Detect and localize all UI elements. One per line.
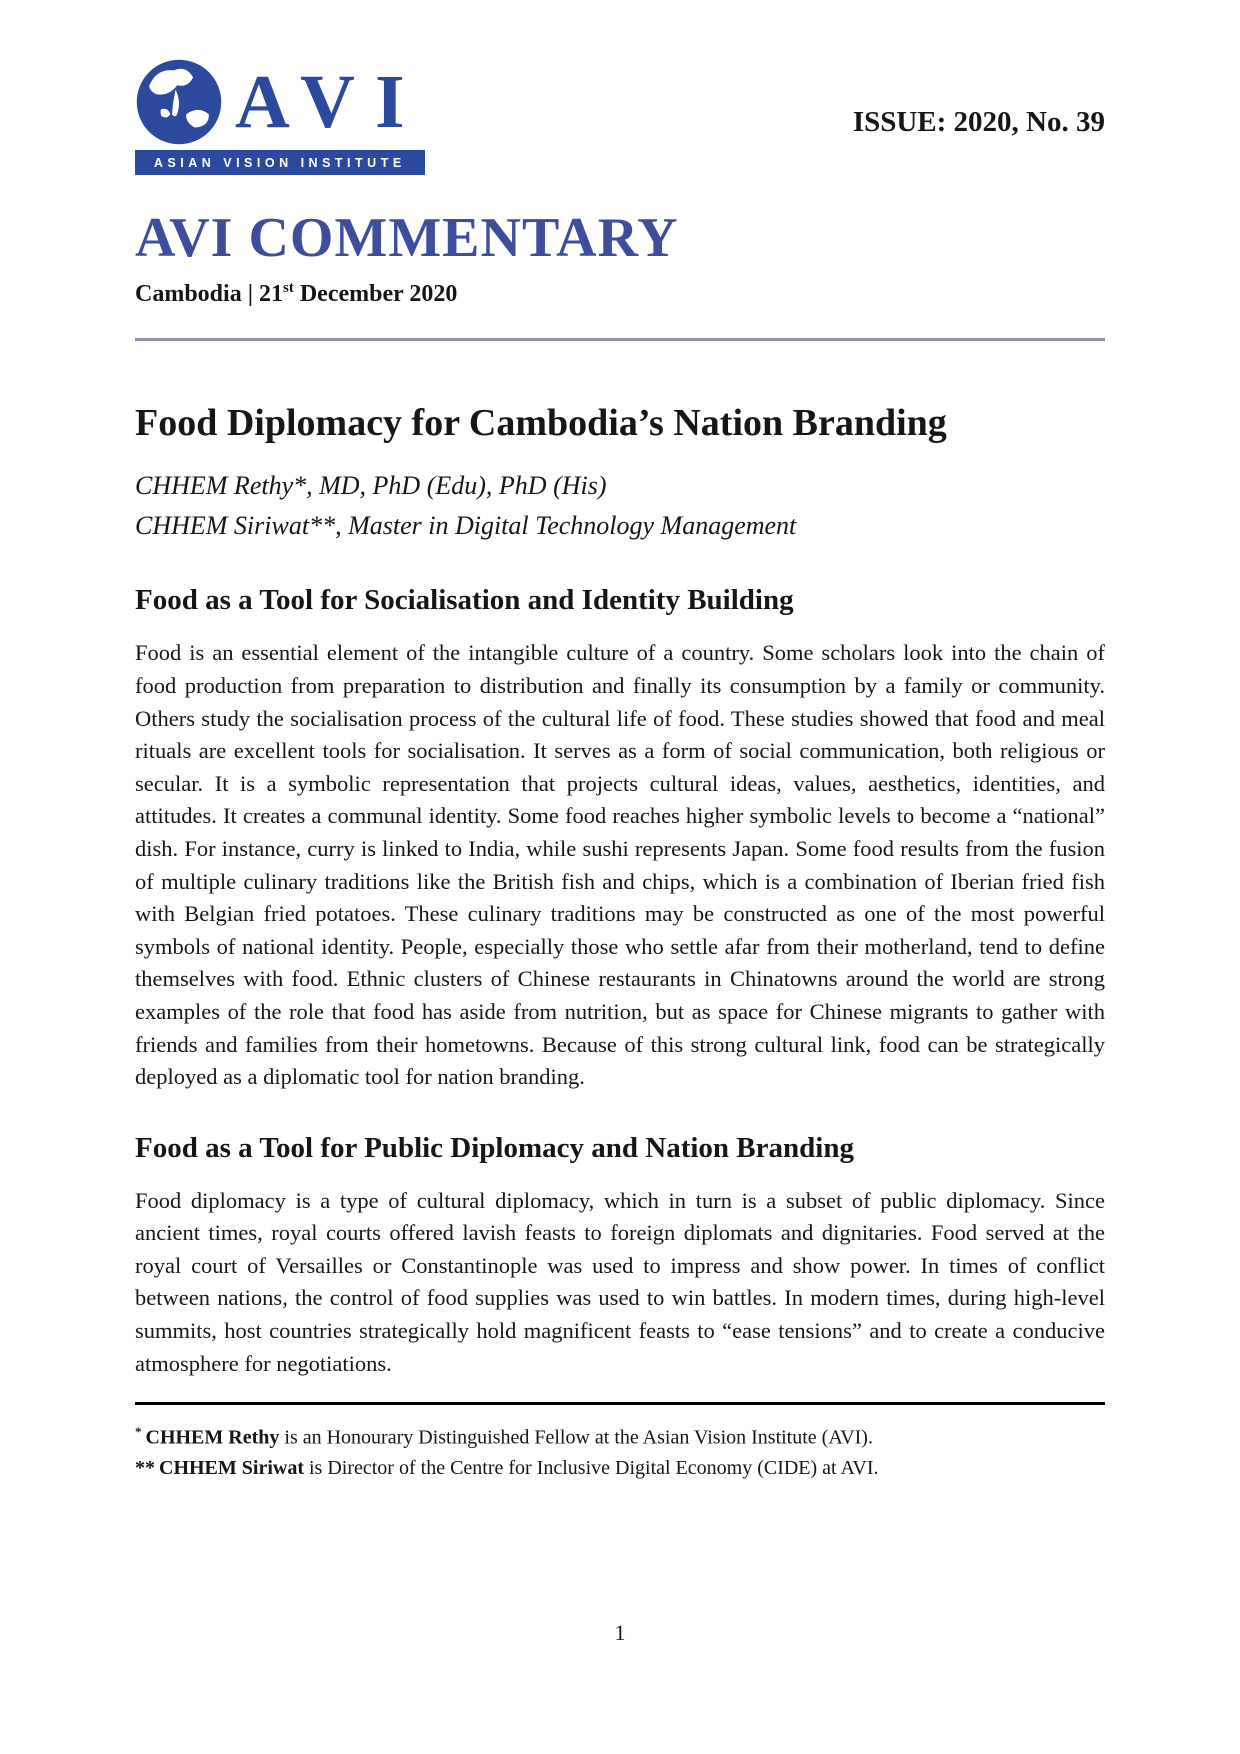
section-heading-1: Food as a Tool for Socialisation and Identity Building [135, 584, 794, 617]
author-line-2: CHHEM Siriwat**, Master in Digital Technology Management [135, 511, 797, 541]
masthead-title: AVI COMMENTARY [135, 207, 679, 269]
masthead-divider [135, 338, 1105, 341]
footnote-2 [135, 1453, 1105, 1483]
dateline-prefix: Cambodia | 21 [135, 280, 283, 307]
header [135, 58, 1105, 175]
avi-logo [135, 58, 425, 175]
footnote-1-text: is an Honourary Distinguished Fellow at the Asian Vision Institute (AVI). [279, 1426, 873, 1449]
dateline [135, 280, 1105, 308]
dateline-ordinal: st [282, 279, 294, 296]
section-body-2: Food diplomacy is a type of cultural diplomacy, which in turn is a subset of public diplomacy. Since ancient times, royal courts offered lavish feasts to foreign diplomats and dignitaries. Food served at the royal court of Versailles or Constantinople was used to impress and show power. In times of conflict between nations, the control of food supplies was used to win battles. In modern times, during high-level summits, host countries strategically hold magnificent feasts to “ease tensions” and to create a conducive atmosphere for negotiations. [135, 1187, 1105, 1376]
logo-top [135, 58, 425, 146]
footnote-1-marker: * [135, 1424, 142, 1440]
author-lines [135, 466, 1105, 546]
author-line-1: CHHEM Rethy*, MD, PhD (Edu), PhD (His) [135, 471, 607, 501]
dateline-suffix: December 2020 [293, 280, 458, 307]
footnotes [135, 1417, 1105, 1483]
globe-icon [135, 58, 223, 146]
footnote-2-marker: ** [135, 1456, 155, 1479]
article-title: Food Diplomacy for Cambodia’s Nation Branding [135, 401, 947, 444]
logo-acronym: AVI [235, 60, 425, 144]
logo-banner: ASIAN VISION INSTITUTE [135, 150, 425, 175]
footnote-1-name: CHHEM Rethy [145, 1426, 280, 1449]
footnote-divider [135, 1402, 1105, 1405]
footnote-1 [135, 1417, 1105, 1453]
section-heading-2: Food as a Tool for Public Diplomacy and Nation Branding [135, 1131, 854, 1164]
footnote-2-name: CHHEM Siriwat [159, 1456, 304, 1479]
footnote-2-text: is Director of the Centre for Inclusive Digital Economy (CIDE) at AVI. [304, 1456, 879, 1479]
issue-label: ISSUE: 2020, No. 39 [852, 106, 1105, 138]
section-body-1: Food is an essential element of the intangible culture of a country. Some scholars look into the chain of food production from preparation to distribution and finally its consumption by a family or community. Others study the socialisation process of the cultural life of food. These studies showed that food and meal rituals are excellent tools for socialisation. It serves as a form of social communication, both religious or secular. It is a symbolic representation that projects cultural ideas, values, aesthetics, identities, and attitudes. It creates a communal identity. Some food reaches higher symbolic levels to become a “national” dish. For instance, curry is linked to India, while sushi represents Japan. Some food results from the fusion of multiple culinary traditions like the British fish and chips, which is a combination of Iberian fried fish with Belgian fried potatoes. These culinary traditions may be constructed as one of the most powerful symbols of national identity. People, especially those who settle afar from their motherland, tend to define themselves with food. Ethnic clusters of Chinese restaurants in Chinatowns around the world are strong examples of the role that food has aside from nutrition, but as space for Chinese migrants to gather with friends and families from their hometowns. Because of this strong cultural link, food can be strategically deployed as a diplomatic tool for nation branding. [135, 640, 1105, 1090]
footnote-block [135, 1402, 1105, 1483]
page-number: 1 [614, 1620, 626, 1645]
